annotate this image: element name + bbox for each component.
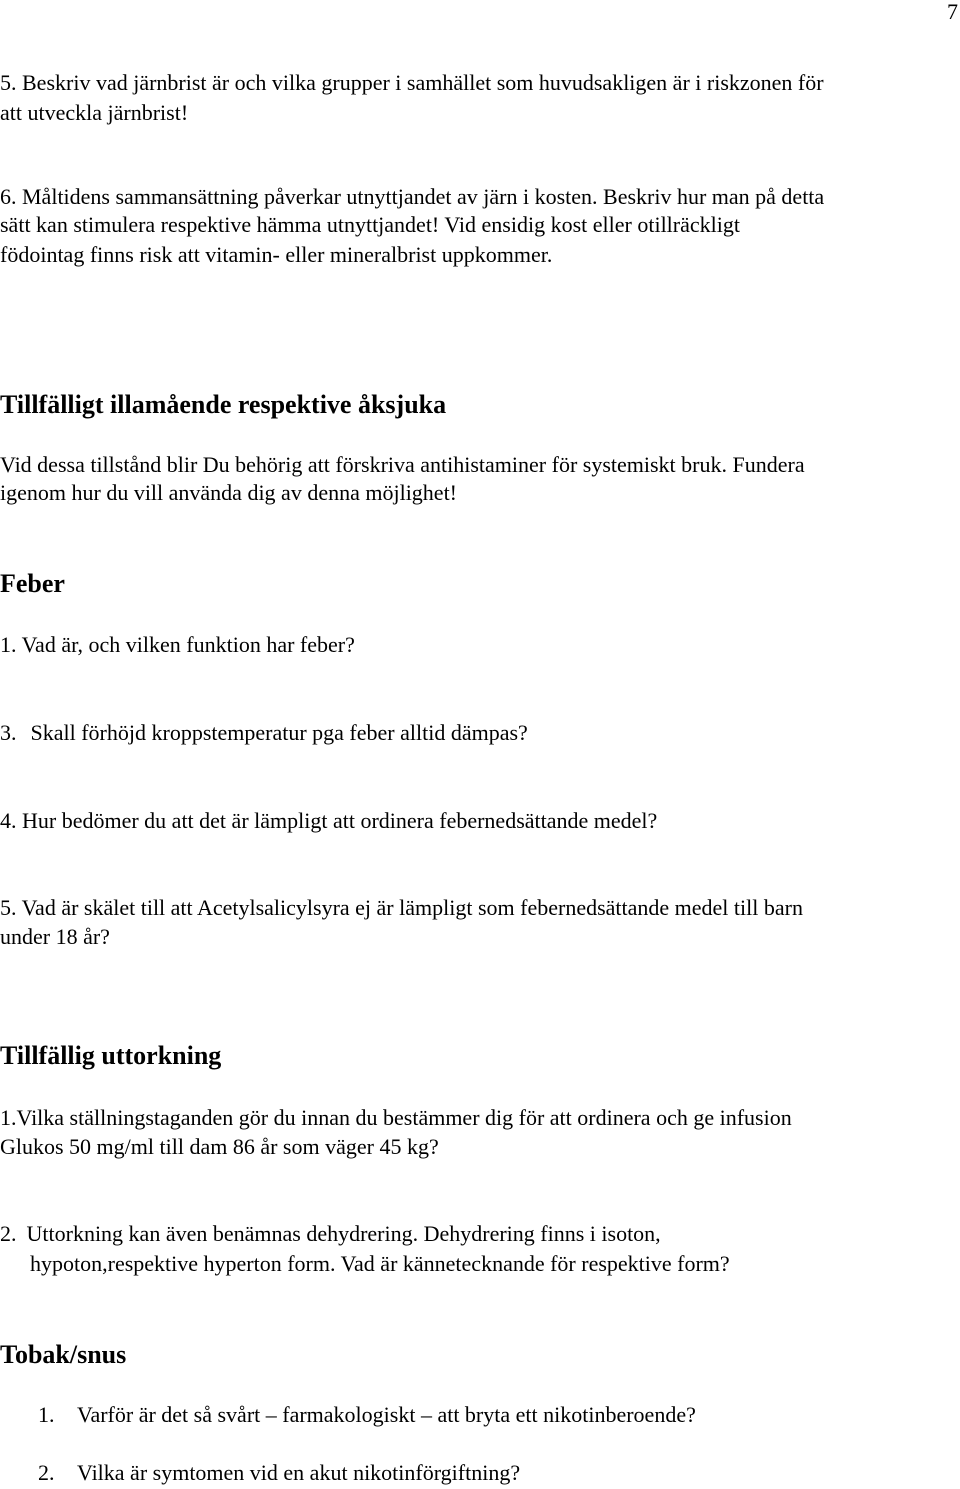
dehydration-question-2-text-1: Uttorkning kan även benämnas dehydrering. Dehydrering finns i isoton, — [26, 1221, 661, 1246]
section-heading-fever: Feber — [0, 569, 65, 598]
dehydration-question-2-number: 2. — [0, 1221, 17, 1246]
question-5-line-1: 5. Beskriv vad järnbrist är och vilka grupper i samhället som huvudsakligen är i riskzonen för — [0, 70, 824, 95]
fever-question-5-line-2: under 18 år? — [0, 924, 110, 949]
section-heading-dehydration: Tillfällig uttorkning — [0, 1041, 222, 1070]
fever-question-3 — [0, 719, 528, 747]
fever-question-4: 4. Hur bedömer du att det är lämpligt att ordinera febernedsättande medel? — [0, 808, 658, 833]
tobacco-question-1-text: Varför är det så svårt – farmakologiskt – att bryta ett nikotinberoende? — [77, 1402, 696, 1427]
fever-question-1: 1. Vad är, och vilken funktion har feber? — [0, 632, 355, 657]
section-heading-nausea: Tillfälligt illamående respektive åksjuka — [0, 390, 447, 419]
question-6-line-1: 6. Måltidens sammansättning påverkar utnyttjandet av järn i kosten. Beskriv hur man på detta — [0, 184, 825, 209]
fever-question-5-line-1: 5. Vad är skälet till att Acetylsalicylsyra ej är lämpligt som febernedsättande medel till barn — [0, 895, 803, 920]
dehydration-question-2-line-1 — [0, 1220, 661, 1248]
dehydration-question-2-line-2: hypoton,respektive hyperton form. Vad är kännetecknande för respektive form? — [30, 1251, 730, 1276]
tobacco-question-2-text: Vilka är symtomen vid en akut nikotinförgiftning? — [77, 1460, 521, 1485]
tobacco-question-1-number: 1. — [38, 1402, 55, 1427]
question-6-line-2: sätt kan stimulera respektive hämma utnyttjandet! Vid ensidig kost eller otillräckligt — [0, 212, 740, 237]
tobacco-question-2-number: 2. — [38, 1460, 55, 1485]
question-5-line-2: att utveckla järnbrist! — [0, 100, 189, 125]
fever-question-3-number: 3. — [0, 720, 17, 745]
fever-question-3-text: Skall förhöjd kroppstemperatur pga feber alltid dämpas? — [30, 720, 528, 745]
nausea-text-line-2: igenom hur du vill använda dig av denna möjlighet! — [0, 480, 458, 505]
section-heading-tobacco: Tobak/snus — [0, 1340, 127, 1369]
dehydration-question-1-line-2: Glukos 50 mg/ml till dam 86 år som väger 45 kg? — [0, 1134, 439, 1159]
nausea-text-line-1: Vid dessa tillstånd blir Du behörig att förskriva antihistaminer för systemiskt bruk. Fundera — [0, 452, 805, 477]
page-number: 7 — [947, 0, 958, 24]
dehydration-question-1-line-1: 1.Vilka ställningstaganden gör du innan du bestämmer dig för att ordinera och ge infusion — [0, 1105, 792, 1130]
question-6-line-3: födointag finns risk att vitamin- eller mineralbrist uppkommer. — [0, 242, 553, 267]
